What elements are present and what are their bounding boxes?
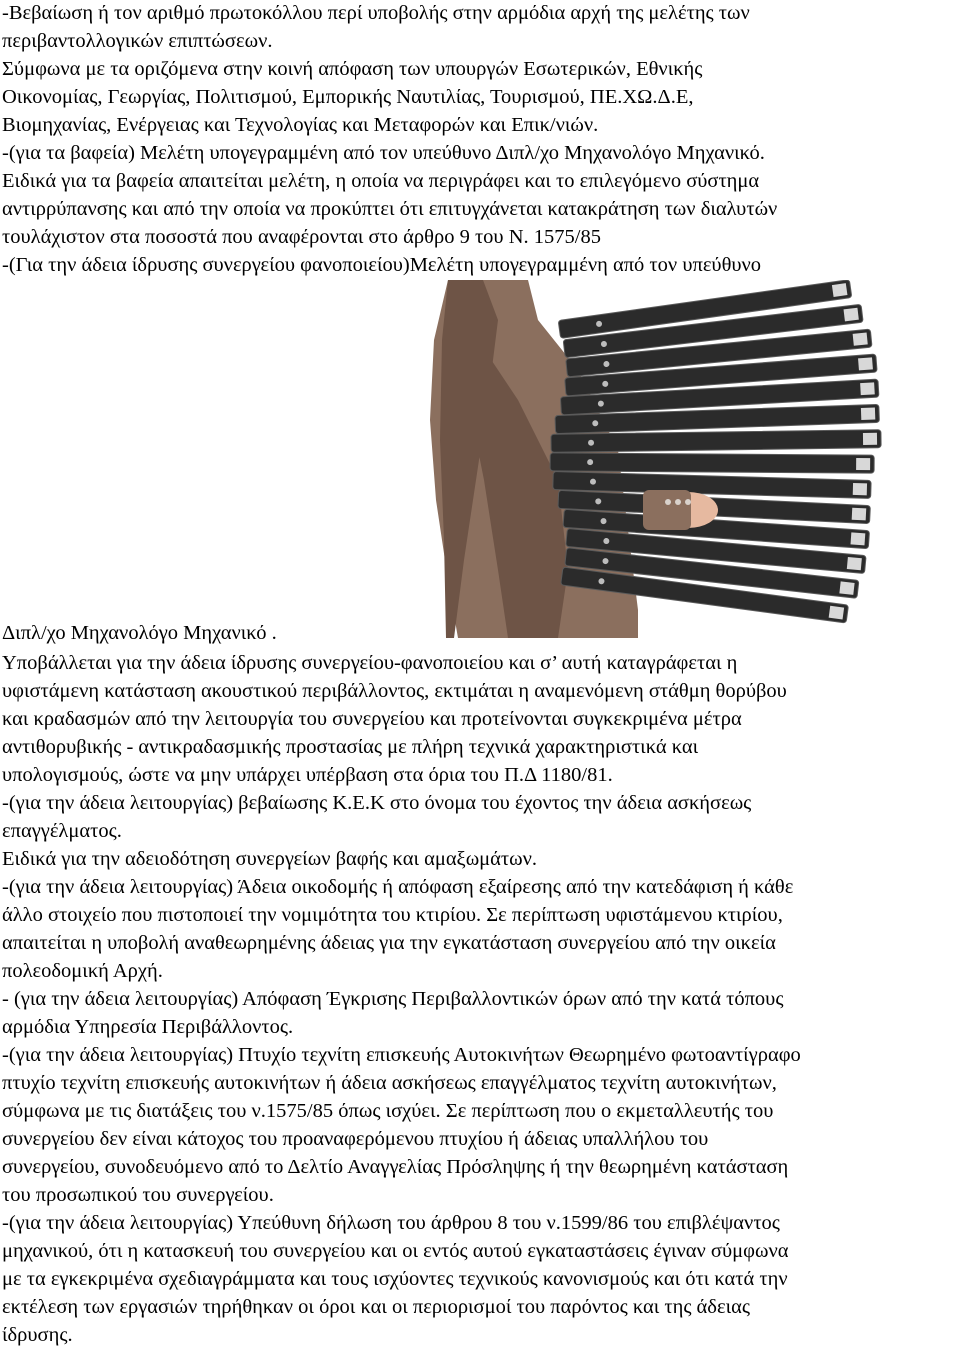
text-line: συνεργείου, συνοδευόμενο από το Δελτίο Αναγγελίας Πρόσληψης ή την θεωρημένη κατάσταση bbox=[2, 1156, 789, 1178]
text-line: ίδρυσης. bbox=[2, 1324, 73, 1346]
text-line: αντιθορυβικής - αντικραδασμικής προστασίας με πλήρη τεχνικά χαρακτηριστικά και bbox=[2, 736, 699, 758]
text-line: Σύμφωνα με τα οριζόμενα στην κοινή απόφαση των υπουργών Εσωτερικών, Εθνικής bbox=[2, 58, 703, 80]
text-line: αρμόδια Υπηρεσία Περιβάλλοντος. bbox=[2, 1016, 294, 1038]
person-carrying-binders-photo bbox=[388, 280, 948, 638]
text-line: και κραδασμών από την λειτουργία του συνεργείου και προτείνονται συγκεκριμένα μέτρα bbox=[2, 708, 742, 730]
text-line: υπολογισμούς, ώστε να μην υπάρχει υπέρβαση στα όρια του Π.Δ 1180/81. bbox=[2, 764, 613, 786]
text-line: εκτέλεση των εργασιών τηρήθηκαν οι όροι και οι περιορισμοί του παρόντος και της άδειας bbox=[2, 1296, 750, 1318]
text-line: -(για την άδεια λειτουργίας) βεβαίωσης Κ.Ε.Κ στο όνομα του έχοντος την άδεια ασκήσεως bbox=[2, 792, 752, 814]
text-line: -(για την άδεια λειτουργίας) Υπεύθυνη δήλωση του άρθρου 8 του ν.1599/86 του επιβλέψαντος bbox=[2, 1212, 780, 1234]
text-line: Ειδικά για την αδειοδότηση συνεργείων βαφής και αμαξωμάτων. bbox=[2, 848, 538, 870]
text-line: περιβαντολλογικών επιπτώσεων. bbox=[2, 30, 273, 52]
text-line: -Βεβαίωση ή τον αριθμό πρωτοκόλλου περί υποβολής στην αρμόδια αρχή της μελέτης των bbox=[2, 2, 750, 24]
text-line: του προσωπικού του συνεργείου. bbox=[2, 1184, 274, 1206]
text-line: Βιομηχανίας, Ενέργειας και Τεχνολογίας και Μεταφορών και Επικ/νιών. bbox=[2, 114, 599, 136]
text-line: -(για την άδεια λειτουργίας) Άδεια οικοδομής ή απόφαση εξαίρεσης από την κατεδάφιση ή κάθε bbox=[2, 876, 794, 898]
text-line: μηχανικού, ότι η κατασκευή του συνεργείου και οι εντός αυτού εγκαταστάσεις έγιναν σύμφωνα bbox=[2, 1240, 789, 1262]
text-line: Υποβάλλεται για την άδεια ίδρυσης συνεργείου-φανοποιείου και σ’ αυτή καταγράφεται η bbox=[2, 652, 738, 674]
text-line: τουλάχιστον στα ποσοστά που αναφέρονται στο άρθρο 9 του Ν. 1575/85 bbox=[2, 226, 601, 248]
text-line: επαγγέλματος. bbox=[2, 820, 122, 842]
text-line: πολεοδομική Αρχή. bbox=[2, 960, 163, 982]
text-line: υφιστάμενη κατάσταση ακουστικού περιβάλλοντος, εκτιμάται η αναμενόμενη στάθμη θορύβου bbox=[2, 680, 787, 702]
text-line: Οικονομίας, Γεωργίας, Πολιτισμού, Εμπορικής Ναυτιλίας, Τουρισμού, ΠΕ.ΧΩ.Δ.Ε, bbox=[2, 86, 694, 108]
text-line: σύμφωνα με τις διατάξεις του ν.1575/85 όπως ισχύει. Σε περίπτωση που ο εκμεταλλευτής του bbox=[2, 1100, 774, 1122]
text-line: απαιτείται η υποβολή αναθεωρημένης άδειας για την εγκατάσταση συνεργείου από την οικεία bbox=[2, 932, 776, 954]
text-line: Ειδικά για τα βαφεία απαιτείται μελέτη, η οποία να περιγράφει και το επιλεγόμενο σύστημα bbox=[2, 170, 760, 192]
text-line: - (για την άδεια λειτουργίας) Απόφαση Έγκρισης Περιβαλλοντικών όρων από την κατά τόπους bbox=[2, 988, 784, 1010]
text-line: αντιρρύπανσης και από την οποία να προκύπτει ότι επιτυγχάνεται κατακράτηση των διαλυτών bbox=[2, 198, 778, 220]
text-line: -(για την άδεια λειτουργίας) Πτυχίο τεχνίτη επισκευής Αυτοκινήτων Θεωρημένο φωτοαντίγραφο bbox=[2, 1044, 801, 1066]
text-line: με τα εγκεκριμένα σχεδιαγράμματα και τους ισχύοντες τεχνικούς κανονισμούς και ότι κατά την bbox=[2, 1268, 788, 1290]
text-line: -(Για την άδεια ίδρυσης συνεργείου φανοποιείου)Μελέτη υπογεγραμμένη από τον υπεύθυνο bbox=[2, 254, 762, 276]
text-line: Διπλ/χο Μηχανολόγο Μηχανικό . bbox=[2, 622, 277, 644]
text-line: συνεργείου δεν είναι κάτοχος του προαναφερόμενου πτυχίου ή άδειας υπαλλήλου του bbox=[2, 1128, 709, 1150]
text-line: πτυχίο τεχνίτη επισκευής αυτοκινήτων ή άδεια ασκήσεως επαγγέλματος τεχνίτη αυτοκινήτων, bbox=[2, 1072, 777, 1094]
text-line: άλλο στοιχείο που πιστοποιεί την νομιμότητα του κτιρίου. Σε περίπτωση υφιστάμενου κτιρίου, bbox=[2, 904, 783, 926]
text-line: -(για τα βαφεία) Μελέτη υπογεγραμμένη από τον υπεύθυνο Διπλ/χο Μηχανολόγο Μηχανικό. bbox=[2, 142, 765, 164]
